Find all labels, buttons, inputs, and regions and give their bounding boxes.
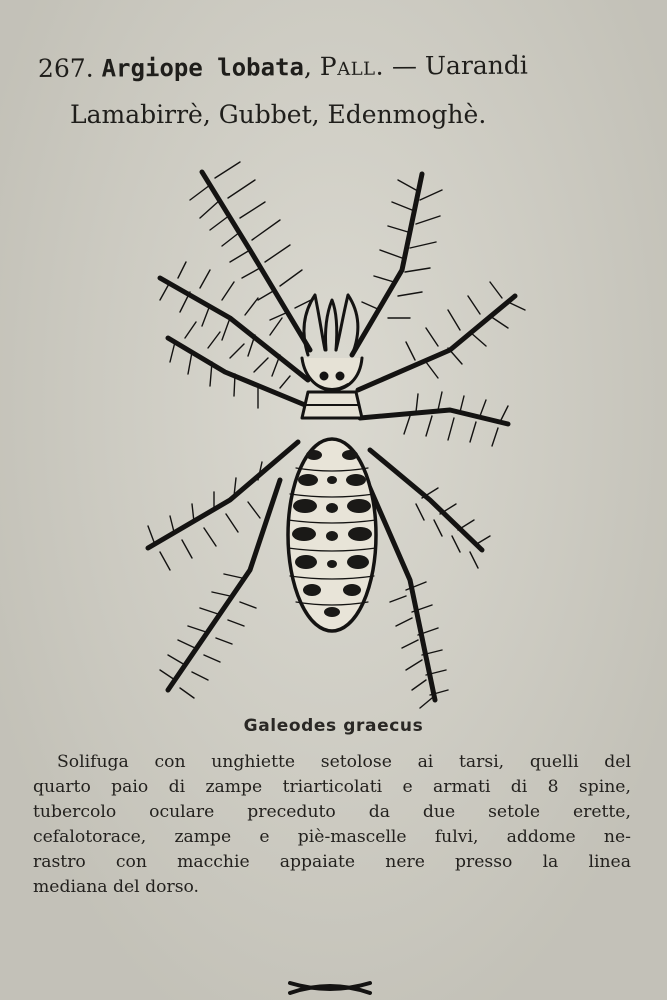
solifugid-illustration — [130, 150, 540, 710]
species-author: Pall. — [319, 51, 385, 82]
description-line: Solifuga con unghiette setolose ai tarsi, quelli del — [57, 752, 631, 772]
description-line: rastro con macchie appaiate nere presso la linea — [33, 852, 631, 872]
figure-caption: Galeodes graecus — [243, 716, 424, 736]
species-description — [33, 750, 631, 900]
description-line: mediana del dorso. — [33, 877, 200, 897]
description-line: quarto paio di zampe triarticolati e armati di 8 spine, — [33, 777, 631, 797]
description-line: tubercolo oculare preceduto da due setole erette, — [33, 802, 631, 822]
entry-number: 267. — [37, 53, 94, 83]
entry-heading: 267. Argiope lobata, Pall. — Uarandi — [37, 50, 528, 83]
vernacular-names-line1: Uarandi — [424, 50, 528, 81]
description-line: cefalotorace, zampe e piè-mascelle fulvi, addome ne- — [33, 827, 631, 847]
species-name: Argiope lobata — [101, 53, 305, 83]
vernacular-names-line2: Lamabirrè, Gubbet, Edenmoghè. — [70, 100, 487, 129]
heading-dash: — — [391, 51, 418, 81]
decorative-divider-icon — [285, 975, 375, 1000]
